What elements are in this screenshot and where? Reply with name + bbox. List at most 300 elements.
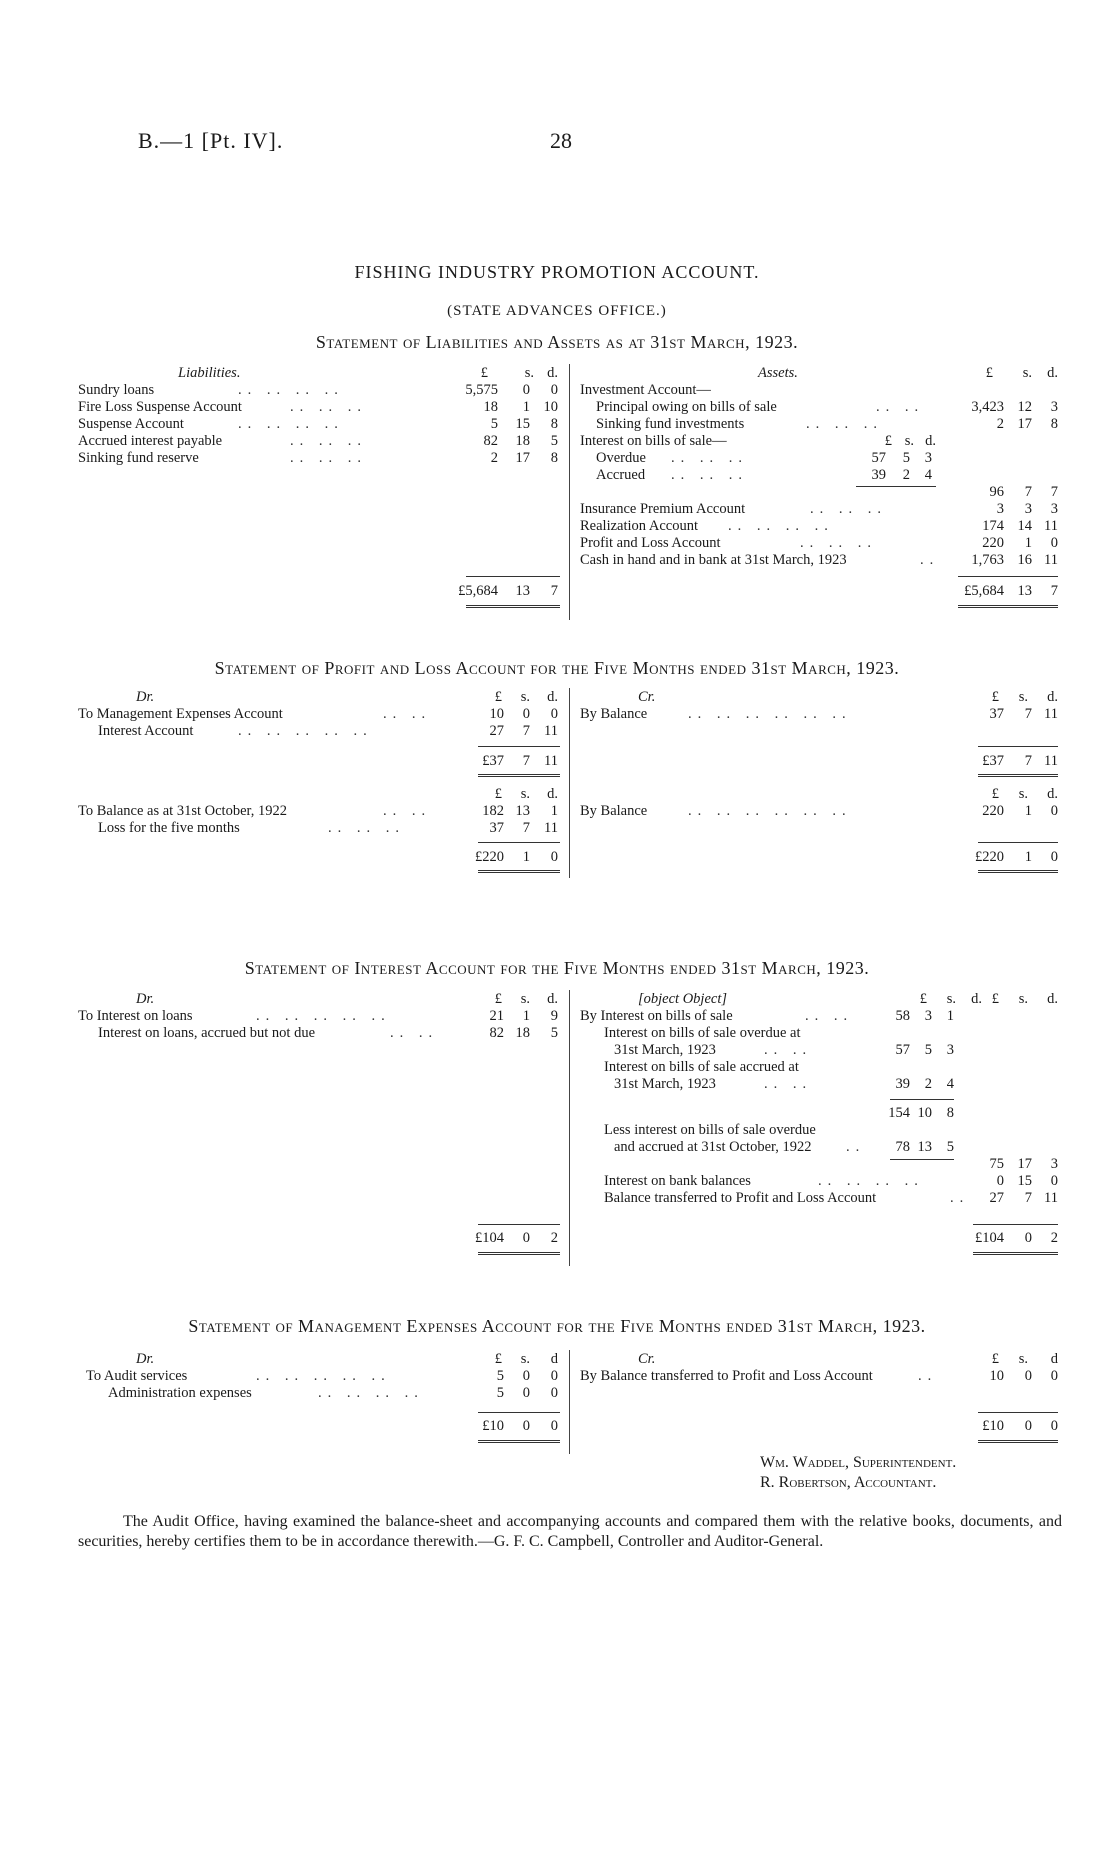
debit-shillings: 0 xyxy=(522,1368,530,1384)
asset-pence: 11 xyxy=(1044,518,1058,534)
balance-sheet xyxy=(78,364,1062,624)
liabilities-total-pounds: £5,684 xyxy=(458,583,498,599)
leader-dots: .. xyxy=(950,1190,970,1206)
credit-shillings: 7 xyxy=(1024,706,1032,722)
asset-label: Principal owing on bills of sale xyxy=(596,399,777,415)
credit-heading: Cr. xyxy=(638,689,656,705)
leader-dots: .. .. .. xyxy=(328,820,405,836)
asset-shillings: 14 xyxy=(1017,518,1032,534)
credit-label: Interest on bank balances xyxy=(604,1173,751,1189)
credit-sub-pounds: 57 xyxy=(895,1042,910,1058)
leader-dots: .. .. xyxy=(764,1076,813,1092)
credit-label: 31st March, 1923 xyxy=(614,1076,716,1092)
debit-heading: Dr. xyxy=(136,991,155,1007)
credit-pence: 0 xyxy=(1050,1368,1058,1384)
pound-heading: £ xyxy=(991,786,999,802)
asset-pence: 0 xyxy=(1050,535,1058,551)
credit-total-pence: 2 xyxy=(1050,1230,1058,1246)
debit-row xyxy=(86,1367,391,1385)
credit-total-pence: 11 xyxy=(1044,753,1058,769)
liability-label: Fire Loss Suspense Account xyxy=(78,399,242,415)
debit-shillings: 7 xyxy=(522,820,530,836)
asset-pounds: 3,423 xyxy=(971,399,1004,415)
debit-row xyxy=(78,1007,391,1025)
credit-total-pounds: £37 xyxy=(982,753,1004,769)
asset-sub-row xyxy=(596,449,748,467)
shilling-heading: s. xyxy=(1018,786,1028,802)
liabilities-total-pence: 7 xyxy=(550,583,558,599)
credit-row xyxy=(614,1138,866,1156)
liability-shillings: 0 xyxy=(522,382,530,398)
debit-row xyxy=(108,1384,424,1402)
leader-dots: .. .. .. xyxy=(810,501,887,517)
interest-account xyxy=(78,990,1062,1270)
debit-label: Administration expenses xyxy=(108,1385,252,1401)
credit-row xyxy=(604,1172,924,1190)
asset-pence: 11 xyxy=(1044,552,1058,568)
liability-pounds: 5,575 xyxy=(465,382,498,398)
interest-title: Statement of Interest Account for the Five Months ended 31st March, 1923. xyxy=(244,958,870,978)
liability-row xyxy=(78,449,367,467)
debit-pounds: 27 xyxy=(489,723,504,739)
credit-label: By Balance xyxy=(580,803,648,819)
credit-sub-shillings: 10 xyxy=(917,1105,932,1121)
credit-pounds: 37 xyxy=(989,706,1004,722)
debit-pounds: 182 xyxy=(482,803,504,819)
leader-dots: .. .. .. .. .. .. xyxy=(688,706,852,722)
debit-heading: Dr. xyxy=(136,689,155,705)
pence-heading: d. xyxy=(547,991,558,1007)
double-rule xyxy=(978,774,1058,779)
credit-total-pounds: £220 xyxy=(975,849,1004,865)
credit-total-shillings: 0 xyxy=(1024,1418,1032,1434)
credit-heading: Cr. xyxy=(638,1351,656,1367)
leader-dots: .. .. xyxy=(764,1042,813,1058)
debit-total-pounds: £104 xyxy=(475,1230,504,1246)
credit-total-pounds: £10 xyxy=(982,1418,1004,1434)
liability-pounds: 18 xyxy=(483,399,498,415)
debit-total-shillings: 0 xyxy=(522,1418,530,1434)
total-rule xyxy=(978,1412,1058,1413)
asset-shillings: 16 xyxy=(1017,552,1032,568)
liability-pence: 8 xyxy=(550,416,558,432)
debit-total-pounds: £37 xyxy=(482,753,504,769)
total-rule xyxy=(478,842,560,843)
column-divider xyxy=(569,1350,570,1454)
asset-row xyxy=(596,415,883,433)
debit-label: To Management Expenses Account xyxy=(78,706,283,722)
asset-sub-shillings: 2 xyxy=(902,467,910,483)
credit-row xyxy=(580,705,852,723)
liability-row xyxy=(78,415,344,433)
debit-label: Interest Account xyxy=(98,723,194,739)
pound-heading: £ xyxy=(884,433,892,449)
total-rule xyxy=(958,576,1058,577)
debit-shillings: 18 xyxy=(515,1025,530,1041)
debit-pence: 5 xyxy=(550,1025,558,1041)
debit-pounds: 5 xyxy=(496,1385,504,1401)
debit-total-shillings: 7 xyxy=(522,753,530,769)
page-reference: B.—1 [Pt. IV]. xyxy=(138,128,284,153)
leader-dots: .. .. .. .. xyxy=(728,518,834,534)
subtotal-rule xyxy=(856,486,936,487)
total-rule xyxy=(478,746,560,747)
pound-heading: £ xyxy=(494,1351,502,1367)
pound-heading: £ xyxy=(991,991,999,1007)
credit-sub-shillings: 2 xyxy=(924,1076,932,1092)
page-number: 28 xyxy=(550,128,572,153)
subtotal-rule xyxy=(890,1099,954,1100)
debit-shillings: 0 xyxy=(522,1385,530,1401)
credit-pence: 0 xyxy=(1050,1173,1058,1189)
asset-sub-shillings: 5 xyxy=(902,450,910,466)
credit-pounds: 27 xyxy=(989,1190,1004,1206)
liability-shillings: 1 xyxy=(522,399,530,415)
total-rule xyxy=(478,1224,560,1225)
asset-pounds: 1,763 xyxy=(971,552,1004,568)
profit-loss-title: Statement of Profit and Loss Account for the Five Months ended 31st March, 1923. xyxy=(214,658,900,678)
credit-sub-pence: 5 xyxy=(946,1139,954,1155)
debit-label: Loss for the five months xyxy=(98,820,240,836)
credit-sub-shillings: 5 xyxy=(924,1042,932,1058)
credit-total-pence: 0 xyxy=(1050,849,1058,865)
shilling-heading: s. xyxy=(1018,689,1028,705)
debit-total-pence: 0 xyxy=(550,1418,558,1434)
leader-dots: .. .. .. xyxy=(671,467,748,483)
pence-heading: d xyxy=(1050,1351,1058,1367)
shilling-heading: s. xyxy=(946,991,956,1007)
credit-shillings: 7 xyxy=(1024,1190,1032,1206)
pence-heading: d. xyxy=(1047,689,1058,705)
asset-shillings: 3 xyxy=(1024,501,1032,517)
leader-dots: .. .. .. .. .. xyxy=(256,1368,391,1384)
leader-dots: .. .. xyxy=(390,1025,439,1041)
debit-total-pence: 0 xyxy=(550,849,558,865)
double-rule xyxy=(978,870,1058,875)
debit-pounds: 5 xyxy=(496,1368,504,1384)
credit-text-line: Less interest on bills of sale overdue xyxy=(604,1122,816,1138)
pound-heading: £ xyxy=(991,1351,999,1367)
leader-dots: .. .. xyxy=(383,706,432,722)
credit-heading: [object Object] xyxy=(638,991,727,1007)
asset-label: Overdue xyxy=(596,450,646,466)
credit-row xyxy=(580,1367,938,1385)
asset-sub-pounds: 39 xyxy=(871,467,886,483)
liability-shillings: 15 xyxy=(515,416,530,432)
leader-dots: .. .. .. xyxy=(806,416,883,432)
liability-pounds: 2 xyxy=(490,450,498,466)
pence-heading: d. xyxy=(1047,365,1058,381)
leader-dots: .. .. .. xyxy=(290,450,367,466)
column-divider xyxy=(569,688,570,878)
liability-row xyxy=(78,432,367,450)
credit-pence: 0 xyxy=(1050,803,1058,819)
liability-pence: 10 xyxy=(543,399,558,415)
credit-sub-pence: 3 xyxy=(946,1042,954,1058)
balance-sheet-title: Statement of Liabilities and Assets as at 31st March, 1923. xyxy=(315,332,799,352)
asset-label: Accrued xyxy=(596,467,646,483)
asset-label: Sinking fund investments xyxy=(596,416,745,432)
shilling-heading: s. xyxy=(1018,1351,1028,1367)
column-divider xyxy=(569,364,570,620)
asset-heading-investment: Investment Account— xyxy=(580,382,711,398)
debit-shillings: 7 xyxy=(522,723,530,739)
asset-pounds: 220 xyxy=(982,535,1004,551)
liability-row xyxy=(78,381,344,399)
liability-pence: 0 xyxy=(550,382,558,398)
total-rule xyxy=(973,1224,1058,1225)
credit-total-shillings: 1 xyxy=(1024,849,1032,865)
asset-sub-pence: 3 xyxy=(924,450,932,466)
leader-dots: .. .. .. .. xyxy=(318,1385,424,1401)
credit-label: By Balance xyxy=(580,706,648,722)
pence-heading: d. xyxy=(1047,786,1058,802)
credit-sub-shillings: 13 xyxy=(917,1139,932,1155)
double-rule xyxy=(478,1252,560,1257)
credit-sub-pence: 1 xyxy=(946,1008,954,1024)
asset-shillings: 17 xyxy=(1017,416,1032,432)
asset-label: Profit and Loss Account xyxy=(580,535,721,551)
leader-dots: .. .. .. .. .. xyxy=(256,1008,391,1024)
signature-accountant: R. Robertson, Accountant. xyxy=(760,1474,937,1491)
debit-total-pounds: £10 xyxy=(482,1418,504,1434)
pound-heading: £ xyxy=(494,991,502,1007)
credit-sub-pounds: 154 xyxy=(888,1105,910,1121)
total-rule xyxy=(978,842,1058,843)
pound-heading: £ xyxy=(991,689,999,705)
leader-dots: .. xyxy=(918,1368,938,1384)
debit-pence: 11 xyxy=(544,820,558,836)
double-rule xyxy=(958,605,1058,610)
leader-dots: .. .. .. xyxy=(290,433,367,449)
debit-total-shillings: 0 xyxy=(522,1230,530,1246)
double-rule xyxy=(978,1440,1058,1445)
liability-pounds: 82 xyxy=(483,433,498,449)
debit-pence: 1 xyxy=(550,803,558,819)
credit-label: and accrued at 31st October, 1922 xyxy=(614,1139,812,1155)
asset-pence: 7 xyxy=(1050,484,1058,500)
shilling-heading: s. xyxy=(520,991,530,1007)
shilling-heading: s. xyxy=(520,786,530,802)
credit-sub-pence: 8 xyxy=(946,1105,954,1121)
asset-pounds: 2 xyxy=(996,416,1004,432)
asset-pence: 3 xyxy=(1050,399,1058,415)
shilling-heading: s. xyxy=(904,433,914,449)
asset-row xyxy=(580,517,834,535)
asset-pounds: 174 xyxy=(982,518,1004,534)
credit-label: By Interest on bills of sale xyxy=(580,1008,733,1024)
double-rule xyxy=(478,1440,560,1445)
debit-label: To Interest on loans xyxy=(78,1008,193,1024)
total-rule xyxy=(978,746,1058,747)
credit-text-line: Interest on bills of sale overdue at xyxy=(604,1025,801,1041)
leader-dots: .. xyxy=(920,552,940,568)
asset-pence: 3 xyxy=(1050,501,1058,517)
pence-heading: d xyxy=(550,1351,558,1367)
credit-pence: 3 xyxy=(1050,1156,1058,1172)
debit-row xyxy=(78,705,432,723)
credit-text-line: Interest on bills of sale accrued at xyxy=(604,1059,799,1075)
liability-pence: 8 xyxy=(550,450,558,466)
leader-dots: .. .. .. .. .. .. xyxy=(688,803,852,819)
double-rule xyxy=(478,774,560,779)
debit-heading: Dr. xyxy=(136,1351,155,1367)
leader-dots: .. .. .. .. xyxy=(238,382,344,398)
asset-pounds: 96 xyxy=(989,484,1004,500)
double-rule xyxy=(478,870,560,875)
debit-total-shillings: 1 xyxy=(522,849,530,865)
credit-sub-pounds: 39 xyxy=(895,1076,910,1092)
asset-heading-interest: Interest on bills of sale— xyxy=(580,433,727,449)
liability-label: Accrued interest payable xyxy=(78,433,223,449)
debit-total-pence: 11 xyxy=(544,753,558,769)
asset-row xyxy=(596,398,925,416)
debit-pence: 0 xyxy=(550,1368,558,1384)
debit-label: To Audit services xyxy=(86,1368,188,1384)
pound-heading: £ xyxy=(985,365,993,381)
asset-shillings: 12 xyxy=(1017,399,1032,415)
credit-label: By Balance transferred to Profit and Loss Account xyxy=(580,1368,873,1384)
debit-pounds: 10 xyxy=(489,706,504,722)
credit-pence: 11 xyxy=(1044,1190,1058,1206)
liability-shillings: 17 xyxy=(515,450,530,466)
credit-row xyxy=(580,802,852,820)
shilling-heading: s. xyxy=(1022,365,1032,381)
credit-shillings: 0 xyxy=(1024,1368,1032,1384)
pound-heading: £ xyxy=(494,689,502,705)
leader-dots: .. .. xyxy=(383,803,432,819)
leader-dots: .. .. .. .. xyxy=(238,416,344,432)
asset-sub-pence: 4 xyxy=(924,467,932,483)
assets-total-pounds: £5,684 xyxy=(964,583,1004,599)
credit-row xyxy=(614,1075,813,1093)
credit-row xyxy=(604,1189,970,1207)
debit-pence: 0 xyxy=(550,1385,558,1401)
credit-total-pounds: £104 xyxy=(975,1230,1004,1246)
credit-row xyxy=(614,1041,813,1059)
liability-pounds: 5 xyxy=(490,416,498,432)
debit-shillings: 0 xyxy=(522,706,530,722)
leader-dots: .. .. .. xyxy=(671,450,748,466)
audit-certificate: The Audit Office, having examined the balance-sheet and accompanying accounts and compared them with the relative books, documents, and securities, hereby certifies them to be in accordance therewith.—G. F. C. Campbell, Controller and Auditor-General. xyxy=(78,1513,1062,1550)
pence-heading: d. xyxy=(547,365,558,381)
asset-row xyxy=(580,534,877,552)
debit-row xyxy=(98,1024,439,1042)
credit-sub-pounds: 78 xyxy=(895,1139,910,1155)
liability-pence: 5 xyxy=(550,433,558,449)
total-rule xyxy=(466,576,560,577)
liabilities-heading: Liabilities. xyxy=(178,365,241,381)
credit-pounds: 220 xyxy=(982,803,1004,819)
debit-pounds: 21 xyxy=(489,1008,504,1024)
asset-label: Insurance Premium Account xyxy=(580,501,746,517)
assets-total-pence: 7 xyxy=(1050,583,1058,599)
asset-row xyxy=(580,551,940,569)
management-account xyxy=(78,1350,1062,1460)
pence-heading: d. xyxy=(547,786,558,802)
asset-row xyxy=(580,500,887,518)
asset-sub-row xyxy=(596,466,748,484)
credit-shillings: 1 xyxy=(1024,803,1032,819)
debit-shillings: 13 xyxy=(515,803,530,819)
leader-dots: .. xyxy=(846,1139,866,1155)
credit-label: 31st March, 1923 xyxy=(614,1042,716,1058)
pence-heading: d. xyxy=(971,991,982,1007)
leader-dots: .. .. .. xyxy=(800,535,877,551)
pound-heading: £ xyxy=(494,786,502,802)
total-rule xyxy=(478,1412,560,1413)
liability-label: Suspense Account xyxy=(78,416,184,432)
credit-shillings: 15 xyxy=(1017,1173,1032,1189)
credit-sub-pounds: 58 xyxy=(895,1008,910,1024)
double-rule xyxy=(973,1252,1058,1257)
leader-dots: .. .. .. xyxy=(290,399,367,415)
leader-dots: .. .. xyxy=(876,399,925,415)
leader-dots: .. .. xyxy=(805,1008,854,1024)
assets-total-shillings: 13 xyxy=(1017,583,1032,599)
debit-label: Interest on loans, accrued but not due xyxy=(98,1025,316,1041)
credit-sub-pence: 4 xyxy=(946,1076,954,1092)
pence-heading: d. xyxy=(1047,991,1058,1007)
debit-pence: 11 xyxy=(544,723,558,739)
liability-label: Sundry loans xyxy=(78,382,155,398)
debit-total-pounds: £220 xyxy=(475,849,504,865)
management-title: Statement of Management Expenses Account for the Five Months ended 31st March, 1923. xyxy=(188,1316,926,1336)
credit-sub-shillings: 3 xyxy=(924,1008,932,1024)
double-rule xyxy=(466,605,560,610)
signature-superintendent: Wm. Waddel, Superintendent. xyxy=(760,1454,957,1471)
asset-sub-pounds: 57 xyxy=(871,450,886,466)
debit-pence: 0 xyxy=(550,706,558,722)
shilling-heading: s. xyxy=(520,1351,530,1367)
asset-shillings: 7 xyxy=(1024,484,1032,500)
credit-total-shillings: 0 xyxy=(1024,1230,1032,1246)
debit-label: To Balance as at 31st October, 1922 xyxy=(78,803,287,819)
credit-row xyxy=(580,1007,854,1025)
liabilities-total-shillings: 13 xyxy=(515,583,530,599)
assets-heading: Assets. xyxy=(758,365,798,381)
credit-pence: 11 xyxy=(1044,706,1058,722)
credit-pounds: 0 xyxy=(996,1173,1004,1189)
asset-shillings: 1 xyxy=(1024,535,1032,551)
shilling-heading: s. xyxy=(1018,991,1028,1007)
asset-pounds: 3 xyxy=(996,501,1004,517)
credit-pounds: 10 xyxy=(989,1368,1004,1384)
debit-row xyxy=(98,722,373,740)
asset-pence: 8 xyxy=(1050,416,1058,432)
debit-pence: 9 xyxy=(550,1008,558,1024)
liability-row xyxy=(78,398,367,416)
liability-label: Sinking fund reserve xyxy=(78,450,199,466)
shilling-heading: s. xyxy=(520,689,530,705)
credit-pounds: 75 xyxy=(989,1156,1004,1172)
profit-loss-account xyxy=(78,688,1062,888)
pound-heading: £ xyxy=(919,991,927,1007)
office-title: (STATE ADVANCES OFFICE.) xyxy=(447,303,667,319)
asset-label: Realization Account xyxy=(580,518,698,534)
pence-heading: d. xyxy=(547,689,558,705)
credit-total-shillings: 7 xyxy=(1024,753,1032,769)
asset-label: Cash in hand and in bank at 31st March, 1923 xyxy=(580,552,847,568)
debit-row xyxy=(98,819,405,837)
leader-dots: .. .. .. .. .. xyxy=(238,723,373,739)
column-divider xyxy=(569,990,570,1266)
pence-heading: d. xyxy=(925,433,936,449)
subtotal-rule xyxy=(890,1159,954,1160)
debit-shillings: 1 xyxy=(522,1008,530,1024)
debit-row xyxy=(78,802,432,820)
shilling-heading: s. xyxy=(524,365,534,381)
